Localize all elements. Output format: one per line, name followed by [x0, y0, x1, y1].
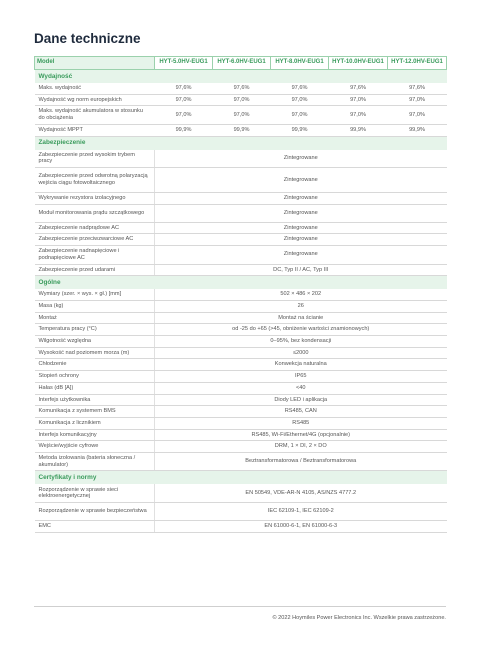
- spec-label: Wejście/wyjście cyfrowe: [35, 441, 155, 453]
- copyright-footer: © 2022 Hoymiles Power Electronics Inc. Wszelkie prawa zastrzeżone.: [272, 615, 446, 621]
- spec-row: [35, 193, 447, 205]
- spec-label: Wydajność wg norm europejskich: [35, 94, 155, 106]
- spec-label: Komunikacja z systemem BMS: [35, 406, 155, 418]
- model-header-label: Model: [35, 57, 155, 70]
- spec-value: 97,0%: [271, 94, 329, 106]
- spec-label: Zabezpieczenie przeciwzwarciowe AC: [35, 234, 155, 246]
- spec-label: Wilgotność względna: [35, 336, 155, 348]
- spec-label: Zabezpieczenie przed udarami: [35, 264, 155, 276]
- spec-row: [35, 150, 447, 168]
- spec-row: [35, 382, 447, 394]
- spec-value: 99,9%: [213, 124, 271, 136]
- spec-row: [35, 520, 447, 532]
- spec-row: [35, 106, 447, 124]
- spec-value: 99,9%: [388, 124, 447, 136]
- spec-label: Wydajność MPPT: [35, 124, 155, 136]
- spec-label: Temperatura pracy (°C): [35, 324, 155, 336]
- spec-value: <40: [155, 382, 447, 394]
- spec-label: Rozporządzenie w sprawie bezpieczeństwa: [35, 502, 155, 520]
- spec-row: [35, 453, 447, 471]
- spec-value: Beztransformatorowa / Beztransformatorowa: [155, 453, 447, 471]
- spec-row: [35, 246, 447, 264]
- spec-value: 97,0%: [388, 94, 447, 106]
- spec-row: [35, 124, 447, 136]
- spec-value: 97,0%: [329, 94, 388, 106]
- spec-value: 99,9%: [155, 124, 213, 136]
- spec-value: Zintegrowane: [155, 234, 447, 246]
- spec-row: [35, 406, 447, 418]
- spec-label: Moduł monitorowania prądu szczątkowego: [35, 204, 155, 222]
- spec-label: Maks. wydajność akumulatora w stosunku do obciążenia: [35, 106, 155, 124]
- spec-value: 99,9%: [271, 124, 329, 136]
- spec-row: [35, 83, 447, 94]
- spec-value: 97,0%: [213, 94, 271, 106]
- model-name: HYT-12.0HV-EUG1: [388, 57, 447, 70]
- section-title: Wydajność: [35, 70, 447, 84]
- spec-value: 97,6%: [213, 83, 271, 94]
- spec-label: Komunikacja z licznikiem: [35, 417, 155, 429]
- spec-label: Zabezpieczenie przed odwrotną polaryzacją wejścia ciągu fotowoltaicznego: [35, 168, 155, 193]
- spec-value: 97,6%: [329, 83, 388, 94]
- spec-value: od -25 do +65 (>45, obniżenie wartości znamionowych): [155, 324, 447, 336]
- spec-label: Wymiary (szer. × wys. × gł.) [mm]: [35, 289, 155, 300]
- spec-row: [35, 324, 447, 336]
- spec-label: Hałas (dB [A]): [35, 382, 155, 394]
- spec-label: Zabezpieczenie przed wysokim trybem pracy: [35, 150, 155, 168]
- spec-value: RS485: [155, 417, 447, 429]
- section-header: [35, 136, 447, 150]
- spec-row: [35, 336, 447, 348]
- spec-value: 97,0%: [155, 106, 213, 124]
- spec-label: Wysokość nad poziomem morza (m): [35, 347, 155, 359]
- spec-value: 97,0%: [271, 106, 329, 124]
- spec-value: Montaż na ścianie: [155, 312, 447, 324]
- model-name: HYT-6.0HV-EUG1: [213, 57, 271, 70]
- spec-label: Metoda izolowania (bateria słoneczna / akumulator): [35, 453, 155, 471]
- spec-label: Wykrywanie rezystora izolacyjnego: [35, 193, 155, 205]
- spec-row: [35, 371, 447, 383]
- spec-row: [35, 484, 447, 502]
- model-name: HYT-5.0HV-EUG1: [155, 57, 213, 70]
- spec-value: 97,6%: [155, 83, 213, 94]
- spec-label: Interfejs komunikacyjny: [35, 429, 155, 441]
- spec-label: Montaż: [35, 312, 155, 324]
- spec-row: [35, 204, 447, 222]
- spec-value: 97,6%: [271, 83, 329, 94]
- spec-value: 97,0%: [388, 106, 447, 124]
- spec-value: Zintegrowane: [155, 150, 447, 168]
- spec-row: [35, 441, 447, 453]
- spec-value: EN 50549, VDE-AR-N 4105, AS/NZS 4777.2: [155, 484, 447, 502]
- spec-row: [35, 264, 447, 276]
- spec-value: EN 61000-6-1, EN 61000-6-3: [155, 520, 447, 532]
- spec-label: Maks. wydajność: [35, 83, 155, 94]
- section-header: [35, 471, 447, 485]
- spec-row: [35, 312, 447, 324]
- spec-row: [35, 347, 447, 359]
- spec-row: [35, 222, 447, 234]
- spec-value: IP65: [155, 371, 447, 383]
- spec-value: 26: [155, 300, 447, 312]
- spec-value: 97,0%: [155, 94, 213, 106]
- spec-label: EMC: [35, 520, 155, 532]
- spec-row: [35, 394, 447, 406]
- spec-label: Zabezpieczenie nadprądowe AC: [35, 222, 155, 234]
- spec-value: 97,0%: [329, 106, 388, 124]
- spec-label: Interfejs użytkownika: [35, 394, 155, 406]
- spec-row: [35, 429, 447, 441]
- section-header: [35, 276, 447, 290]
- spec-value: 97,0%: [213, 106, 271, 124]
- spec-table-body: [35, 57, 447, 533]
- spec-row: [35, 300, 447, 312]
- page-title: Dane techniczne: [34, 31, 141, 46]
- spec-value: Zintegrowane: [155, 193, 447, 205]
- spec-label: Rozporządzenie w sprawie sieci elektroenergetycznej: [35, 484, 155, 502]
- spec-row: [35, 289, 447, 300]
- spec-value: Zintegrowane: [155, 168, 447, 193]
- spec-value: RS485, CAN: [155, 406, 447, 418]
- model-name: HYT-8.0HV-EUG1: [271, 57, 329, 70]
- spec-value: 502 × 486 × 202: [155, 289, 447, 300]
- spec-value: 99,9%: [329, 124, 388, 136]
- spec-row: [35, 417, 447, 429]
- spec-value: Zintegrowane: [155, 204, 447, 222]
- spec-row: [35, 359, 447, 371]
- spec-value: IEC 62109-1, IEC 62109-2: [155, 502, 447, 520]
- model-name: HYT-10.0HV-EUG1: [329, 57, 388, 70]
- model-header-row: [35, 57, 447, 70]
- spec-label: Stopień ochrony: [35, 371, 155, 383]
- spec-value: ≤2000: [155, 347, 447, 359]
- spec-value: Konwekcja naturalna: [155, 359, 447, 371]
- spec-value: DRM, 1 × DI, 2 × DO: [155, 441, 447, 453]
- spec-row: [35, 168, 447, 193]
- section-title: Zabezpieczenie: [35, 136, 447, 150]
- section-header: [35, 70, 447, 84]
- spec-row: [35, 234, 447, 246]
- spec-value: Zintegrowane: [155, 222, 447, 234]
- spec-table: [34, 56, 447, 533]
- spec-value: 0–95%, bez kondensacji: [155, 336, 447, 348]
- spec-value: RS485, Wi-Fi/Ethernet/4G (opcjonalnie): [155, 429, 447, 441]
- spec-row: [35, 94, 447, 106]
- section-title: Certyfikaty i normy: [35, 471, 447, 485]
- spec-row: [35, 502, 447, 520]
- spec-value: 97,6%: [388, 83, 447, 94]
- spec-value: DC, Typ II / AC, Typ III: [155, 264, 447, 276]
- footer-divider: [34, 606, 446, 607]
- section-title: Ogólne: [35, 276, 447, 290]
- spec-label: Chłodzenie: [35, 359, 155, 371]
- spec-label: Zabezpieczenie nadnapięciowe i podnapięciowe AC: [35, 246, 155, 264]
- spec-label: Masa (kg): [35, 300, 155, 312]
- spec-value: Zintegrowane: [155, 246, 447, 264]
- spec-value: Diody LED i aplikacja: [155, 394, 447, 406]
